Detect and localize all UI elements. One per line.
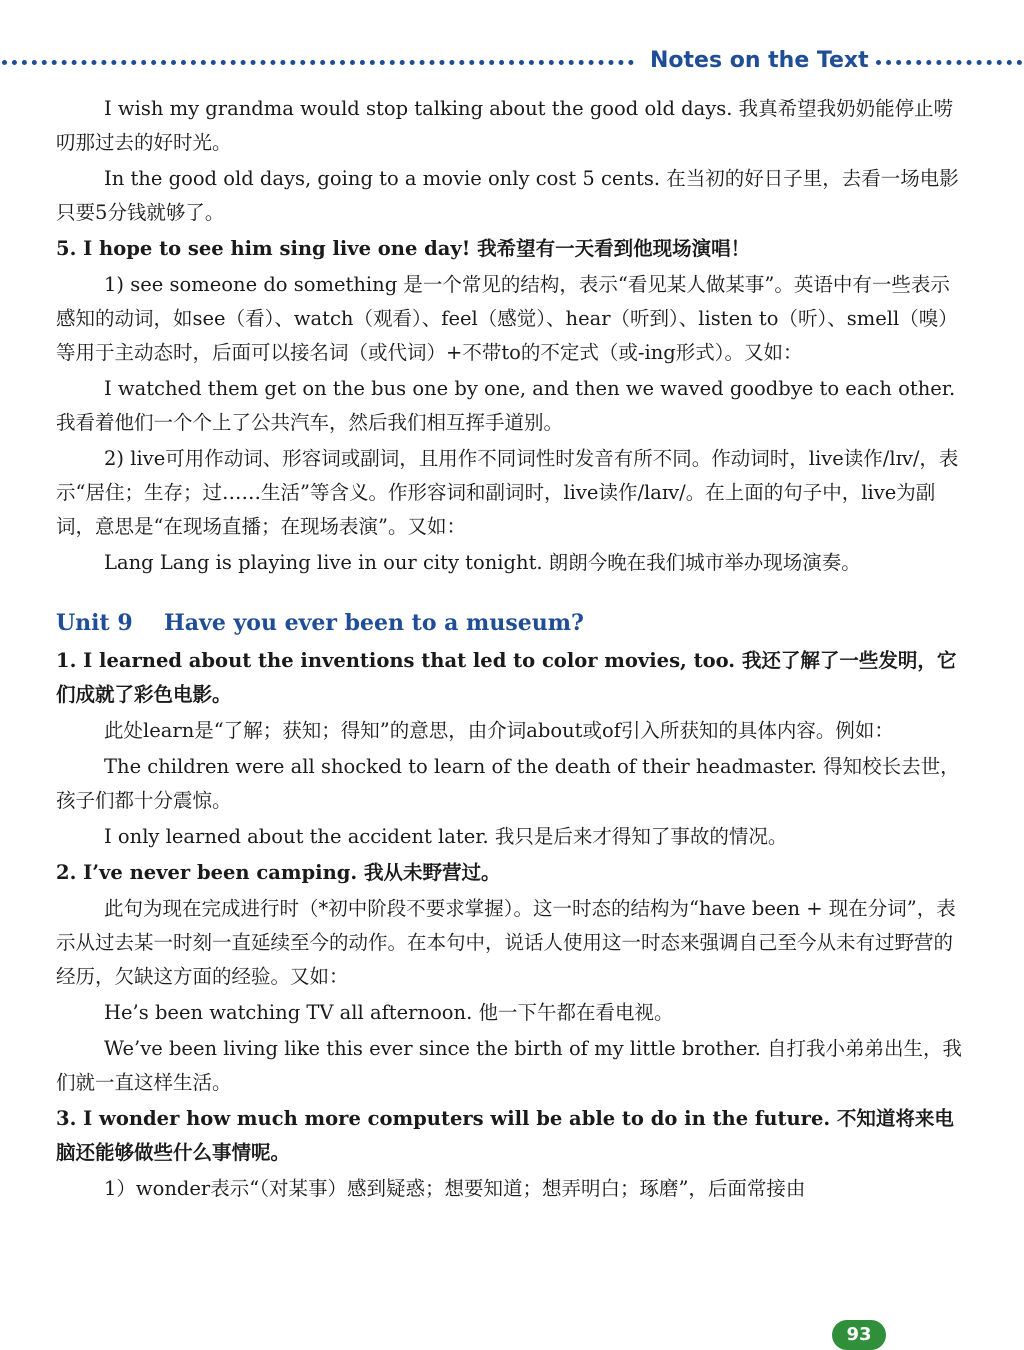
running-header bbox=[0, 48, 1024, 76]
page-content bbox=[56, 92, 964, 1208]
note-heading: 1. I learned about the inventions that led to color movies, too. 我还了解了一些发明，它们成就了彩色电影。 bbox=[56, 649, 957, 706]
unit-label: Unit 9 bbox=[56, 610, 133, 636]
example-paragraph: In the good old days, going to a movie only cost 5 cents. 在当初的好日子里，去看一场电影只要5分钱就够了。 bbox=[56, 167, 959, 224]
explanation-paragraph: 此句为现在完成进行时（*初中阶段不要求掌握）。这一时态的结构为“have been + 现在分词”，表示从过去某一时刻一直延续至今的动作。在本句中，说话人使用这一时态来强调自己至今从未有过野营的经历，欠缺这方面的经验。又如： bbox=[56, 897, 956, 988]
explanation-paragraph: 1）wonder表示“（对某事）感到疑惑；想要知道；想弄明白；琢磨”，后面常接由 bbox=[104, 1177, 806, 1200]
note-heading: 2. I’ve never been camping. 我从未野营过。 bbox=[56, 861, 501, 884]
dotted-rule-right bbox=[876, 60, 1022, 65]
note-heading: 5. I hope to see him sing live one day! 我希望有一天看到他现场演唱！ bbox=[56, 237, 751, 260]
explanation-paragraph: 此处learn是“了解；获知；得知”的意思，由介词about或of引入所获知的具体内容。例如： bbox=[104, 719, 894, 742]
explanation-paragraph: 2) live可用作动词、形容词或副词，且用作不同词性时发音有所不同。作动词时，live读作/lɪv/，表示“居住；生存；过……生活”等含义。作形容词和副词时，live读作/laɪv/。在上面的句子中，live为副词，意思是“在现场直播；在现场表演”。又如： bbox=[56, 447, 959, 538]
explanation-paragraph: 1) see someone do something 是一个常见的结构，表示“看见某人做某事”。英语中有一些表示感知的动词，如see（看）、watch（观看）、feel（感觉）、hear（听到）、listen to（听）、smell（嗅）等用于主动态时，后面可以接名词（或代词）+不带to的不定式（或-ing形式）。又如： bbox=[56, 273, 958, 364]
example-paragraph: We’ve been living like this ever since the birth of my little brother. 自打我小弟弟出生，我们就一直这样生活。 bbox=[56, 1037, 962, 1094]
example-paragraph: He’s been watching TV all afternoon. 他一下午都在看电视。 bbox=[104, 1001, 674, 1024]
dotted-rule-left bbox=[2, 60, 634, 65]
note-heading: 3. I wonder how much more computers will be able to do in the future. 不知道将来电脑还能够做些什么事情呢。 bbox=[56, 1107, 954, 1164]
header-title: Notes on the Text bbox=[650, 48, 869, 73]
example-paragraph: I wish my grandma would stop talking about the good old days. 我真希望我奶奶能停止唠叨那过去的好时光。 bbox=[56, 97, 954, 154]
example-paragraph: The children were all shocked to learn of the death of their headmaster. 得知校长去世，孩子们都十分震惊。 bbox=[56, 755, 960, 812]
example-paragraph: I watched them get on the bus one by one, and then we waved goodbye to each other. 我看着他们一个个上了公共汽车，然后我们相互挥手道别。 bbox=[56, 377, 956, 434]
unit-title: Have you ever been to a museum? bbox=[164, 610, 584, 636]
page-number: 93 bbox=[832, 1320, 886, 1350]
example-paragraph: Lang Lang is playing live in our city tonight. 朗朗今晚在我们城市举办现场演奏。 bbox=[104, 551, 861, 574]
example-paragraph: I only learned about the accident later. 我只是后来才得知了事故的情况。 bbox=[104, 825, 788, 848]
unit-heading bbox=[56, 606, 964, 640]
